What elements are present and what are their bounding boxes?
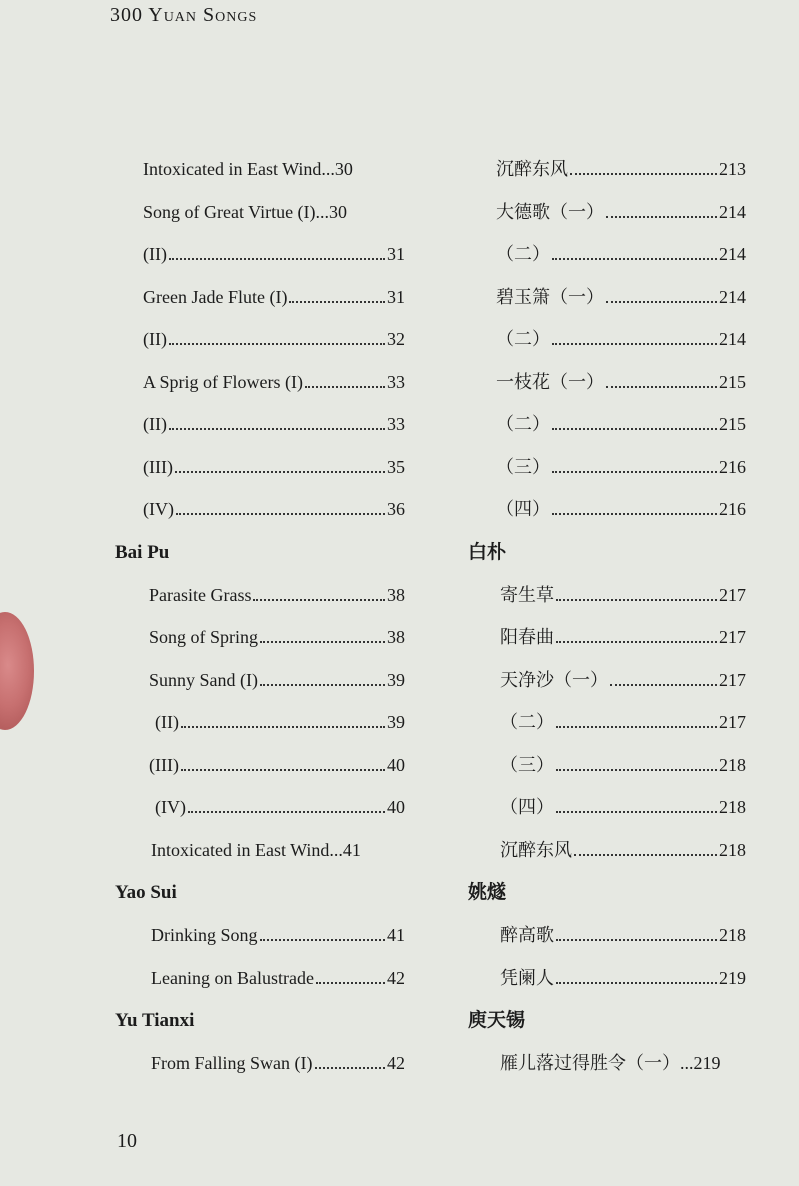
toc-author-heading: Yu Tianxi [115, 1010, 195, 1031]
toc-dot-leader [556, 810, 717, 813]
toc-entry [115, 148, 405, 191]
toc-entry-page: 216 [719, 499, 746, 519]
toc-column-chinese [468, 148, 746, 1085]
toc-entry-page: 38 [387, 627, 405, 647]
toc-entry-title: Song of Spring [149, 627, 259, 647]
toc-entry-page: 31 [387, 286, 405, 307]
toc-entry-title: Drinking Song [151, 925, 258, 945]
toc-entry-title: 阳春曲 [500, 627, 554, 647]
toc-entry-title: 醉高歌 [500, 925, 554, 945]
toc-entry-title: （二） [496, 414, 550, 434]
toc-entry-page: 215 [719, 414, 746, 434]
toc-entry [115, 361, 405, 404]
toc-dot-leader [169, 257, 385, 260]
toc-author-heading: Yao Sui [115, 882, 177, 903]
toc-dot-leader [305, 385, 385, 388]
toc-entry-title: (II) [155, 712, 179, 732]
toc-entry [468, 616, 746, 659]
toc-entry-page: 213 [719, 159, 746, 179]
toc-entry [115, 914, 405, 957]
toc-entry-title: （四） [500, 797, 554, 817]
toc-entry-page: 218 [719, 797, 746, 817]
toc-entry [115, 488, 405, 531]
toc-entry-page: 214 [719, 329, 746, 349]
toc-entry [468, 701, 746, 744]
toc-dot-leader [552, 470, 717, 473]
toc-entry [468, 276, 746, 319]
toc-entry-title: （二） [496, 329, 550, 349]
toc-entry-page: 35 [387, 456, 405, 477]
toc-entry-page: 218 [719, 754, 746, 775]
toc-entry-page: 41 [387, 925, 405, 945]
toc-entry [468, 318, 746, 361]
toc-entry-title: (IV) [143, 499, 174, 519]
page-number: 10 [117, 1130, 137, 1152]
toc-entry-page: 214 [719, 244, 746, 264]
toc-entry-page: 38 [387, 584, 405, 605]
toc-dot-leader [570, 172, 717, 175]
toc-dot-leader [552, 512, 717, 515]
toc-entry-title: （四） [496, 499, 550, 519]
toc-entry [468, 786, 746, 829]
toc-dot-leader [606, 385, 717, 388]
toc-dot-leader [552, 427, 717, 430]
toc-entry-title: (III) [143, 456, 173, 477]
thumb-finger [0, 612, 34, 730]
toc-entry [115, 318, 405, 361]
toc-entry-ellipsis: ... [315, 201, 330, 222]
toc-entry-title: 天净沙（一） [500, 669, 608, 690]
toc-entry-title: Sunny Sand (I) [149, 669, 258, 690]
toc-dot-leader [552, 342, 717, 345]
toc-entry [115, 701, 405, 744]
toc-dot-leader [606, 215, 717, 218]
toc-entry-title: （三） [500, 754, 554, 775]
toc-dot-leader [253, 598, 385, 601]
toc-entry-title: 大德歌（一） [496, 201, 604, 222]
toc-entry [115, 659, 405, 702]
toc-entry-page: 218 [719, 839, 746, 860]
toc-dot-leader [176, 512, 385, 515]
toc-dot-leader [556, 598, 717, 601]
toc-entry-page: 42 [387, 1053, 405, 1073]
toc-entry-page: 217 [719, 627, 746, 647]
toc-dot-leader [606, 300, 717, 303]
toc-entry [468, 233, 746, 276]
toc-entry [468, 574, 746, 617]
toc-entry-title: From Falling Swan (I) [151, 1053, 313, 1073]
toc-entry-title: 沉醉东风 [496, 159, 568, 179]
toc-column-english [115, 148, 405, 1085]
toc-entry-title: Green Jade Flute (I) [143, 286, 288, 307]
toc-dot-leader [175, 470, 385, 473]
toc-dot-leader [260, 640, 385, 643]
toc-entry-title: （二） [500, 712, 554, 732]
toc-entry-ellipsis: ... [321, 159, 335, 179]
toc-entry [115, 744, 405, 787]
toc-entry-page: 33 [387, 414, 405, 434]
toc-entry [115, 957, 405, 1000]
running-header: 300 Yuan Songs [110, 4, 258, 26]
toc-author-heading: Bai Pu [115, 541, 170, 563]
toc-entry-page: 214 [719, 286, 746, 307]
toc-entry-title: 碧玉箫（一） [496, 286, 604, 307]
toc-entry-page: 217 [719, 712, 746, 732]
toc-entry-page: 217 [719, 584, 746, 605]
toc-entry [115, 276, 405, 319]
toc-entry-page: 32 [387, 329, 405, 349]
toc-entry-title: Intoxicated in East Wind [151, 839, 330, 860]
toc-entry-page: 36 [387, 499, 405, 519]
toc-entry-page: 214 [719, 201, 746, 222]
toc-dot-leader [315, 1066, 386, 1069]
toc-entry [468, 403, 746, 446]
toc-entry-page: 41 [342, 839, 361, 860]
toc-entry-page: 31 [387, 244, 405, 264]
toc-entry-page: 30 [334, 159, 353, 179]
toc-entry [115, 446, 405, 489]
toc-dot-leader [169, 342, 385, 345]
toc-entry-title: (II) [143, 414, 167, 434]
toc-entry-page: 30 [329, 201, 348, 222]
toc-entry-page: 216 [719, 456, 746, 477]
toc-dot-leader [316, 981, 385, 984]
toc-entry [468, 957, 746, 1000]
toc-author-heading: 姚燧 [468, 882, 507, 903]
toc-entry [468, 488, 746, 531]
toc-entry-page: 33 [387, 371, 405, 392]
toc-entry-page: 40 [387, 754, 405, 775]
toc-entry-title: (II) [143, 329, 167, 349]
toc-entry [468, 1042, 746, 1085]
toc-author-heading: 庾天锡 [468, 1010, 526, 1031]
toc-author-heading: 白朴 [468, 541, 507, 563]
toc-entry-page: 218 [719, 925, 746, 945]
toc-entry-page: 39 [387, 669, 405, 690]
toc-entry-title: (IV) [155, 797, 186, 817]
toc-dot-leader [188, 810, 385, 813]
toc-entry-title: (III) [149, 754, 179, 775]
toc-entry [115, 403, 405, 446]
toc-entry [468, 446, 746, 489]
toc-entry-page: 219 [693, 1053, 721, 1073]
toc-dot-leader [610, 683, 717, 686]
toc-entry [115, 616, 405, 659]
toc-entry [468, 148, 746, 191]
toc-entry [468, 914, 746, 957]
toc-dot-leader [552, 257, 717, 260]
toc-entry [468, 361, 746, 404]
toc-entry-title: Intoxicated in East Wind [143, 159, 322, 179]
toc-entry [115, 233, 405, 276]
toc-entry [115, 786, 405, 829]
toc-entry-title: Song of Great Virtue (I) [143, 201, 316, 222]
toc-entry [115, 829, 405, 872]
toc-dot-leader [556, 640, 717, 643]
toc-dot-leader [181, 725, 385, 728]
toc-dot-leader [556, 768, 717, 771]
toc-entry-page: 215 [719, 371, 746, 392]
toc-entry [115, 574, 405, 617]
toc-entry-title: (II) [143, 244, 167, 264]
toc-entry [115, 1042, 405, 1085]
toc-dot-leader [260, 938, 385, 941]
toc-entry-title: Parasite Grass [149, 584, 252, 605]
toc-entry-page: 39 [387, 712, 405, 732]
toc-dot-leader [556, 938, 717, 941]
toc-entry [468, 744, 746, 787]
toc-entry [468, 191, 746, 234]
toc-dot-leader [260, 683, 385, 686]
toc-entry [115, 191, 405, 234]
toc-dot-leader [169, 427, 385, 430]
toc-entry-page: 219 [719, 967, 746, 988]
toc-entry-title: （三） [496, 456, 550, 477]
toc-entry-ellipsis: ... [329, 839, 343, 860]
toc-dot-leader [556, 981, 717, 984]
toc-entry-title: 凭阑人 [500, 967, 554, 988]
toc-entry-title: Leaning on Balustrade [151, 967, 314, 988]
toc-entry [468, 829, 746, 872]
toc-entry-title: （二） [496, 244, 550, 264]
toc-dot-leader [574, 853, 717, 856]
toc-dot-leader [289, 300, 385, 303]
toc-entry-title: 沉醉东风 [500, 839, 572, 860]
toc-dot-leader [181, 768, 385, 771]
toc-entry-page: 40 [387, 797, 405, 817]
toc-entry-page: 217 [719, 669, 746, 690]
toc-entry-title: 寄生草 [500, 584, 554, 605]
toc-entry [468, 659, 746, 702]
toc-dot-leader [556, 725, 717, 728]
toc-entry-page: 42 [387, 967, 405, 988]
toc-entry-title: A Sprig of Flowers (I) [143, 371, 303, 392]
toc-entry-title: 一枝花（一） [496, 371, 604, 392]
toc-entry-ellipsis: ... [680, 1053, 694, 1073]
toc-entry-title: 雁儿落过得胜令（一） [500, 1053, 680, 1073]
